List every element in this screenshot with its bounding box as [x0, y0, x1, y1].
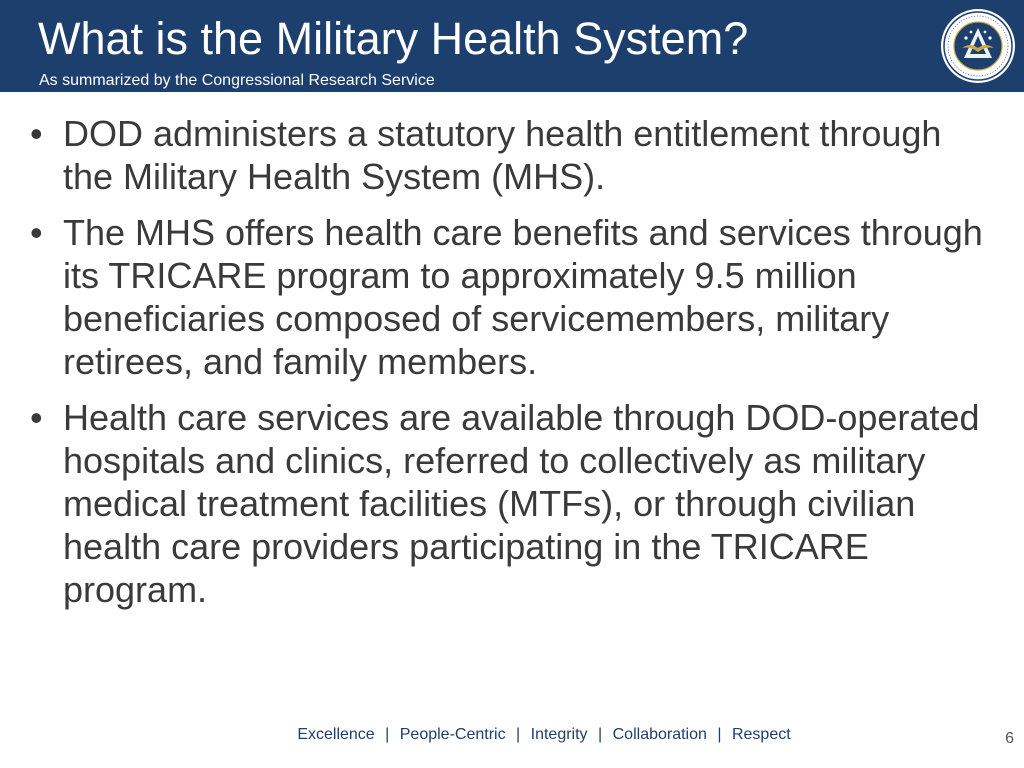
- footer-value-collaboration: Collaboration: [612, 726, 707, 743]
- bullet-item: [28, 211, 988, 383]
- footer-value-people-centric: People-Centric: [399, 726, 506, 743]
- bullet-item: [28, 112, 988, 198]
- bullet-marker: •: [30, 212, 43, 253]
- bullet-list: [28, 112, 988, 624]
- bullet-marker: •: [30, 397, 43, 438]
- footer-value-excellence: Excellence: [297, 726, 375, 743]
- bullet-text: The MHS offers health care benefits and services through its TRICARE program to approximately 9.5 million beneficiaries composed of servicemembers, military retirees, and family members.: [63, 212, 983, 382]
- footer-separator: |: [717, 726, 722, 743]
- page-number: 6: [1005, 730, 1014, 747]
- slide-title: What is the Military Health System?: [38, 13, 749, 64]
- bullet-marker: •: [30, 113, 43, 154]
- footer-value-respect: Respect: [731, 726, 791, 743]
- slide-header: [0, 0, 1024, 92]
- agency-seal-icon: [940, 8, 1016, 84]
- bullet-text: Health care services are available through DOD-operated hospitals and clinics, referred to collectively as military medical treatment facilities (MTFs), or through civilian health care providers participating in the TRICARE program.: [63, 397, 980, 610]
- footer-separator: |: [598, 726, 603, 743]
- footer-value-integrity: Integrity: [530, 726, 588, 743]
- footer-values: [0, 725, 1024, 745]
- footer-separator: |: [385, 726, 390, 743]
- slide-subtitle: As summarized by the Congressional Research Service: [39, 72, 435, 89]
- footer-separator: |: [516, 726, 521, 743]
- bullet-text: DOD administers a statutory health entitlement through the Military Health System (MHS).: [63, 113, 942, 197]
- bullet-item: [28, 396, 988, 611]
